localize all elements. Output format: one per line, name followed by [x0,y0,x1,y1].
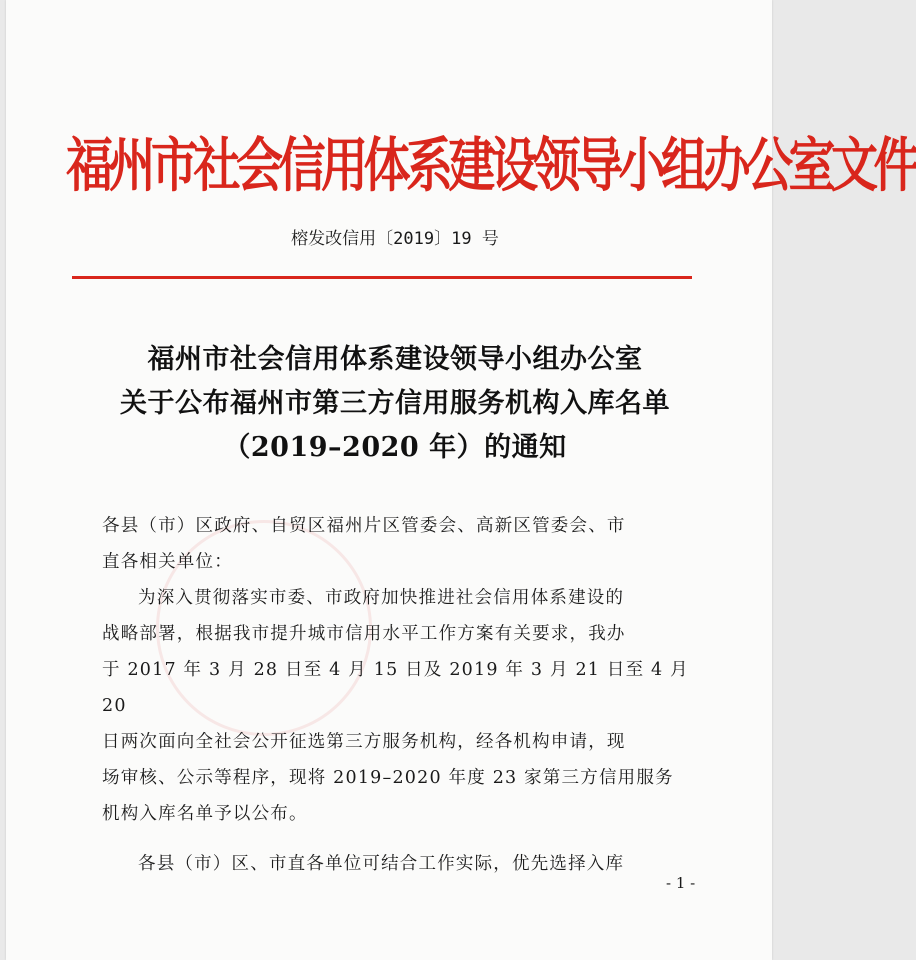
paragraph-line: 日两次面向全社会公开征选第三方服务机构，经各机构申请，现 [102,732,626,752]
document-page [6,0,916,960]
paragraph-line: 战略部署，根据我市提升城市信用水平工作方案有关要求，我办 [102,624,626,644]
notice-body [102,508,698,882]
red-divider [72,276,692,279]
header-title: 福州市社会信用体系建设领导小组办公室文件 [66,131,916,201]
paragraph-line: 机构入库名单予以公布。 [102,804,308,824]
paragraph-line: 各县（市）区、市直各单位可结合工作实际，优先选择入库 [138,854,625,874]
paragraph-line: 为深入贯彻落实市委、市政府加快推进社会信用体系建设的 [138,588,625,608]
title-line: 福州市社会信用体系建设领导小组办公室 [147,344,643,375]
page-number: - 1 - [666,874,696,892]
notice-title [6,338,784,470]
title-line: （2019–2020 年）的通知 [223,432,567,463]
addressee-line: 各县（市）区政府、自贸区福州片区管委会、高新区管委会、市 [102,516,626,536]
document-number: 榕发改信用〔2019〕19 号 [291,229,499,249]
addressee-line: 直各相关单位： [102,552,233,572]
paragraph-line: 于 2017 年 3 月 28 日至 4 月 15 日及 2019 年 3 月 21 日至 4 月 20 [102,660,689,716]
paragraph-line: 场审核、公示等程序，现将 2019–2020 年度 23 家第三方信用服务 [102,768,674,788]
title-line: 关于公布福州市第三方信用服务机构入库名单 [120,388,670,419]
